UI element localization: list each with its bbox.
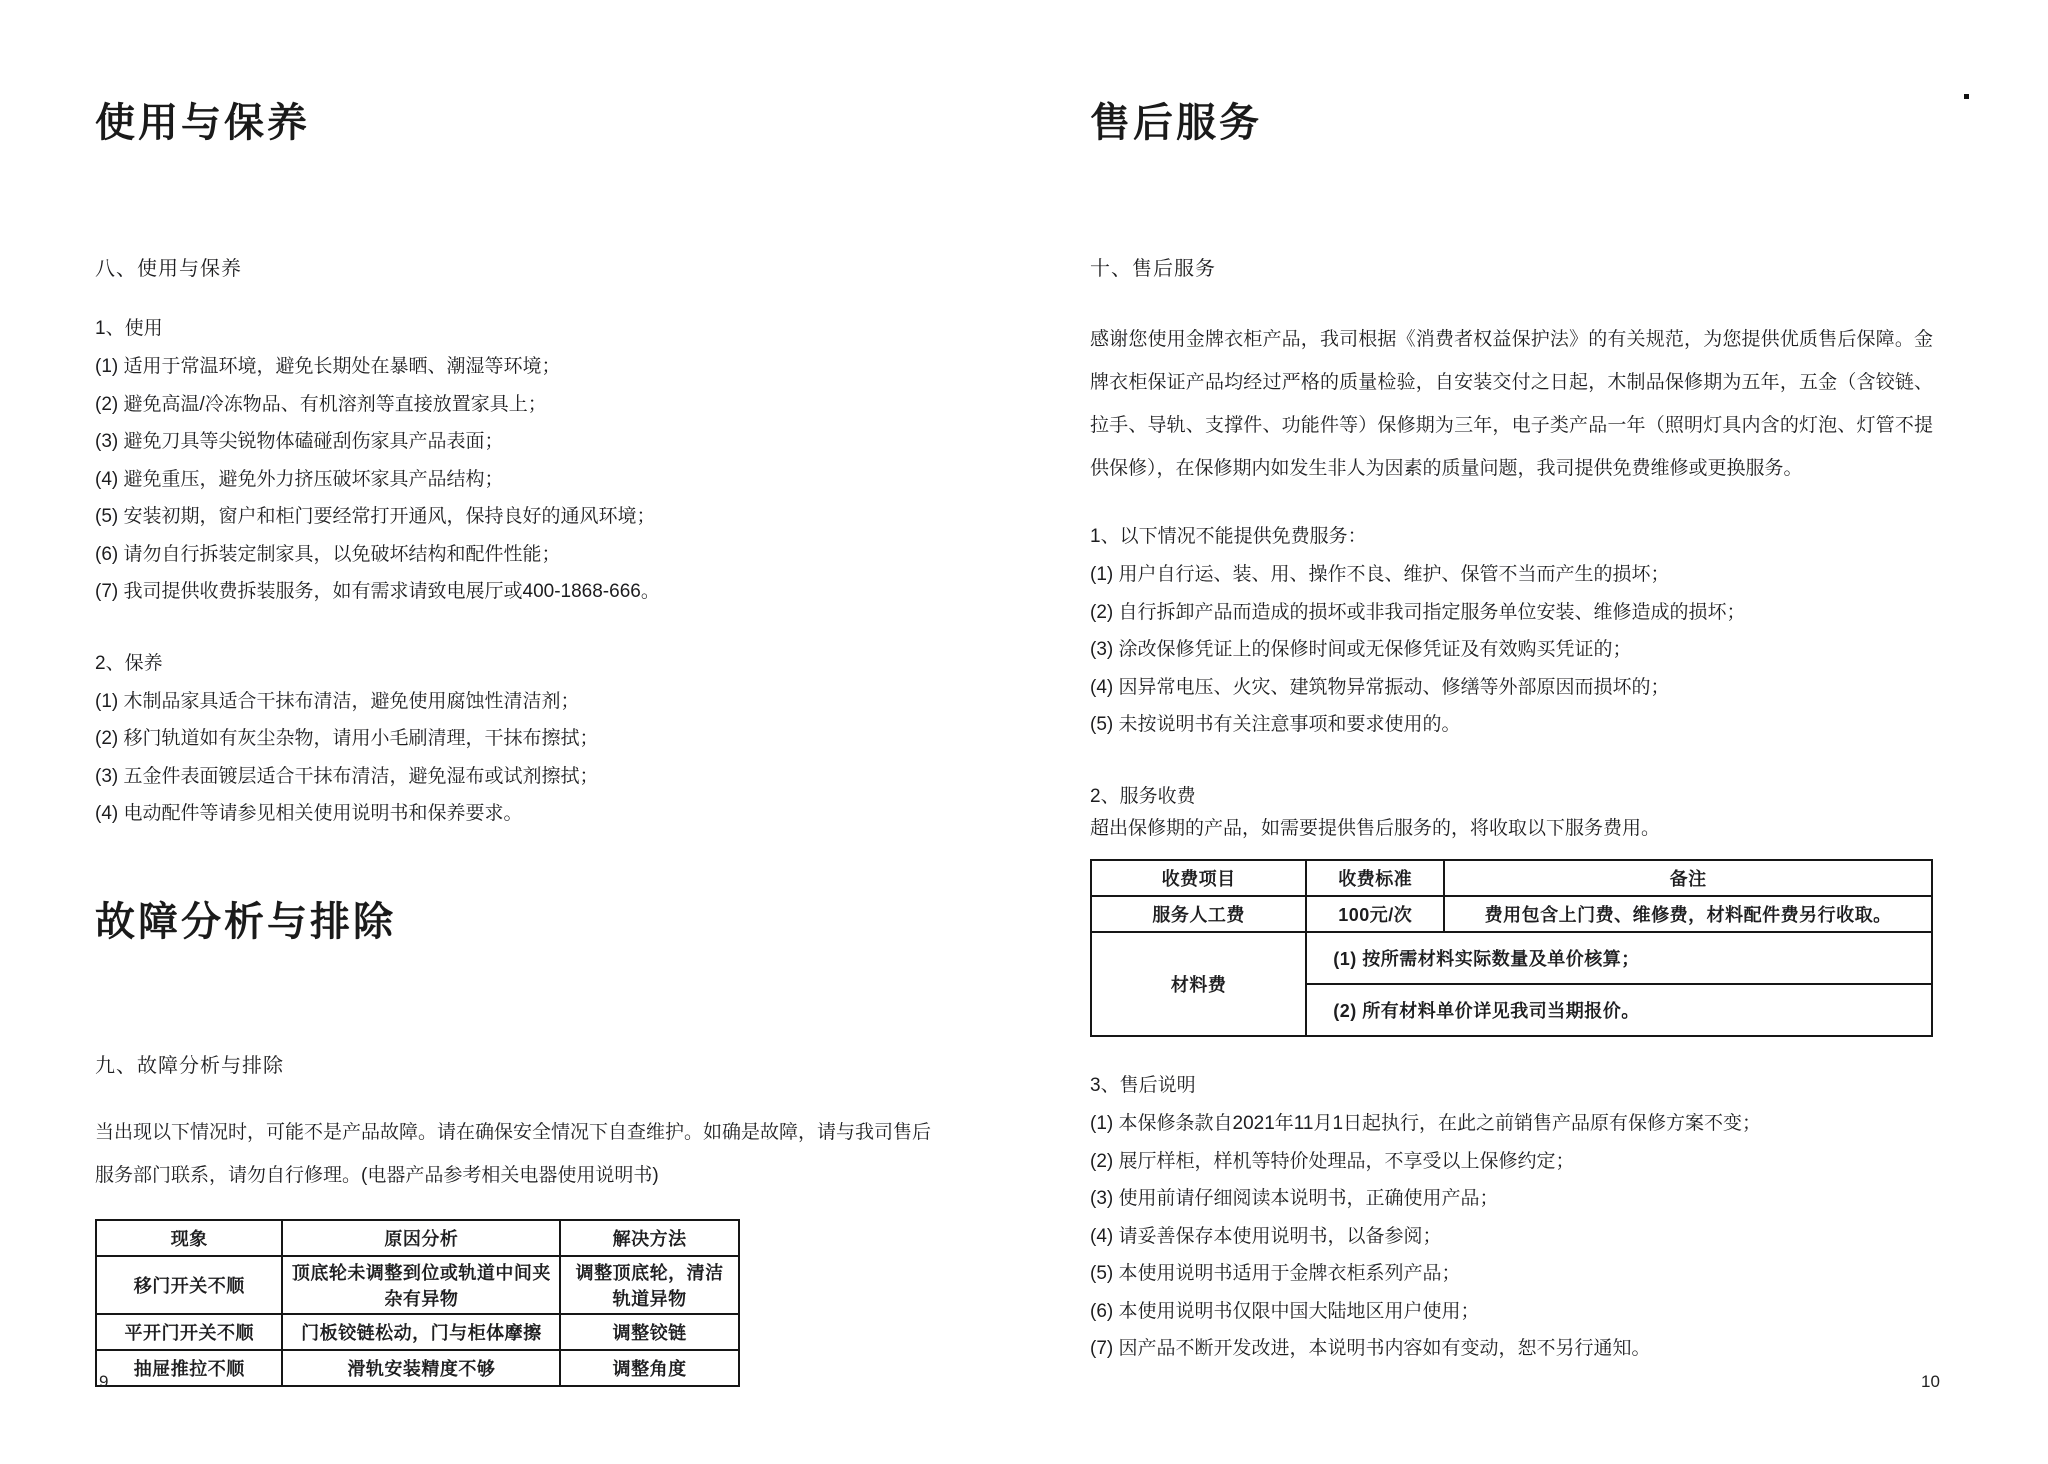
list-item: (3) 涂改保修凭证上的保修时间或无保修凭证及有效购买凭证的； [1090,639,1632,660]
page-title-usage-care: 使用与保养 [95,101,310,145]
after-sale-notes-list [1090,1105,1933,1368]
list-item: (4) 电动配件等请参见相关使用说明书和保养要求。 [95,803,523,824]
table-row [96,1314,739,1350]
list-item: (2) 展厅样柜，样机等特价处理品，不享受以上保修约定； [1090,1150,1575,1172]
list-item: (4) 避免重压，避免外力挤压破坏家具产品结构； [95,468,504,490]
subheading-after-sale-notes: 3、售后说明 [1090,1075,1196,1096]
manual-page-left [95,0,932,1387]
subheading-use: 1、使用 [95,318,163,339]
troubleshooting-intro [95,1111,932,1197]
list-item: (3) 使用前请仔细阅读本说明书，正确使用产品； [1090,1188,1499,1209]
table-cell: 门板铰链松动，门与柜体摩擦 [282,1314,560,1350]
manual-page-right [1090,0,1933,1368]
page-title-after-sales: 售后服务 [1090,101,1262,145]
free-service-item-list [1090,556,1933,744]
table-cell: 滑轨安装精度不够 [282,1350,560,1386]
list-item: (1) 本保修条款自2021年11月1日起执行，在此之前销售产品原有保修方案不变； [1090,1113,1762,1134]
table-cell: 平开门开关不顺 [96,1314,282,1350]
list-item: (3) 避免刀具等尖锐物体磕碰刮伤家具产品表面； [95,431,504,452]
table-header-cell: 现象 [96,1220,282,1256]
intro-line: 当出现以下情况时，可能不是产品故障。请在确保安全情况下自查维护。如确是故障，请与我司售后 [95,1121,932,1143]
list-item: (4) 因异常电压、火灾、建筑物异常振动、修缮等外部原因而损坏的； [1090,676,1670,698]
table-header-cell: 解决方法 [560,1220,739,1256]
table-cell: 顶底轮未调整到位或轨道中间夹杂有异物 [282,1256,560,1314]
service-fee-intro: 超出保修期的产品，如需要提供售后服务的，将收取以下服务费用。 [1090,817,1661,839]
care-item-list [95,683,740,833]
table-header-cell: 收费项目 [1091,860,1306,896]
table-cell: 调整角度 [560,1350,739,1386]
table-cell: 调整顶底轮，清洁轨道异物 [560,1256,739,1314]
table-row [96,1350,739,1386]
list-item: (6) 请勿自行拆装定制家具，以免破坏结构和配件性能； [95,543,561,565]
table-row [96,1256,739,1314]
list-item: (2) 自行拆卸产品而造成的损坏或非我司指定服务单位安装、维修造成的损坏； [1090,601,1746,623]
table-header-row [96,1220,739,1256]
table-cell: 100元/次 [1306,896,1444,932]
subheading-service-fee: 2、服务收费 [1090,785,1196,807]
page-number-right: 10 [1921,1372,1940,1391]
section-heading-usage-care: 八、使用与保养 [95,258,242,280]
after-sales-intro: 感谢您使用金牌衣柜产品，我司根据《消费者权益保护法》的有关规范，为您提供优质售后保障。金牌衣柜保证产品均经过严格的质量检验，自安装交付之日起，木制品保修期为五年，五金（含铰链、拉手、导轨、支撑件、功能件等）保修期为三年，电子类产品一年（照明灯具内含的灯泡、灯管不提供保修），在保修期内如发生非人为因素的质量问题，我司提供免费维修或更换服务。 [1090,329,1933,479]
table-cell: 服务人工费 [1091,896,1306,932]
table-header-cell: 收费标准 [1306,860,1444,896]
list-item: (3) 五金件表面镀层适合干抹布清洁，避免湿布或试剂擦拭； [95,765,599,787]
use-item-list [95,348,740,611]
intro-line: 服务部门联系，请勿自行修理。(电器产品参考相关电器使用说明书) [95,1164,659,1186]
subheading-free-service: 1、以下情况不能提供免费服务： [1090,526,1367,547]
table-row [1091,932,1932,984]
troubleshooting-table [95,1219,740,1387]
list-item: (2) 避免高温/冷冻物品、有机溶剂等直接放置家具上； [95,393,547,415]
list-item: (5) 未按说明书有关注意事项和要求使用的。 [1090,714,1461,735]
table-cell: 费用包含上门费、维修费，材料配件费另行收取。 [1444,896,1932,932]
list-item: (1) 木制品家具适合干抹布清洁，避免使用腐蚀性清洁剂； [95,690,580,712]
section-heading-troubleshooting: 九、故障分析与排除 [95,1054,284,1077]
list-item: (4) 请妥善保存本使用说明书，以备参阅； [1090,1225,1442,1247]
list-item: (6) 本使用说明书仅限中国大陆地区用户使用； [1090,1300,1480,1322]
table-cell-material-note: (1) 按所需材料实际数量及单价核算； [1306,932,1932,984]
table-header-cell: 备注 [1444,860,1932,896]
service-fee-table [1090,859,1933,1037]
table-header-row [1091,860,1932,896]
list-item: (1) 适用于常温环境，避免长期处在暴晒、潮湿等环境； [95,356,561,377]
subheading-care: 2、保养 [95,652,163,674]
page-number-left: 9 [99,1372,109,1391]
list-item: (5) 安装初期，窗户和柜门要经常打开通风，保持良好的通风环境； [95,506,656,527]
list-item: (1) 用户自行运、装、用、操作不良、维护、保管不当而产生的损坏； [1090,564,1670,585]
table-cell-material-label: 材料费 [1091,932,1306,1036]
table-header-cell: 原因分析 [282,1220,560,1256]
page-title-troubleshooting: 故障分析与排除 [95,899,396,944]
list-item: (5) 本使用说明书适用于金牌衣柜系列产品； [1090,1263,1461,1284]
table-cell-material-note: (2) 所有材料单价详见我司当期报价。 [1306,984,1932,1036]
list-item: (7) 我司提供收费拆装服务，如有需求请致电展厅或400-1868-666。 [95,581,660,602]
print-artifact-dot [1964,94,1969,99]
table-cell: 抽屉推拉不顺 [96,1350,282,1386]
table-cell: 移门开关不顺 [96,1256,282,1314]
list-item: (2) 移门轨道如有灰尘杂物，请用小毛刷清理，干抹布擦拭； [95,728,599,749]
table-row [1091,896,1932,932]
list-item: (7) 因产品不断开发改进，本说明书内容如有变动，恕不另行通知。 [1090,1338,1651,1359]
section-heading-after-sales: 十、售后服务 [1090,258,1216,280]
table-cell: 调整铰链 [560,1314,739,1350]
